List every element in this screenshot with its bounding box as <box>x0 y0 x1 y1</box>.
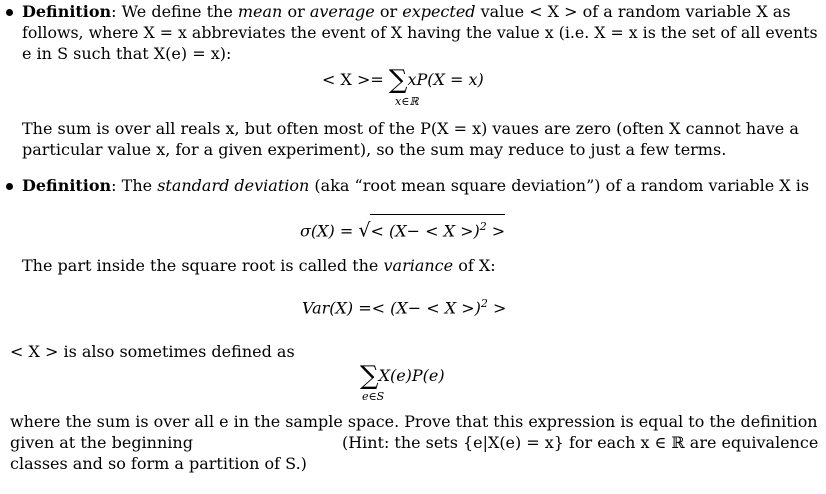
def1-label: Definition <box>22 2 112 21</box>
alt-para-line3: classes and so form a partition of S.) <box>10 454 307 473</box>
def1-line2: follows, where X = x abbreviates the event of X having the value x (i.e. X = x is the set of all events <box>22 23 818 42</box>
variance-text-b: of X: <box>453 256 496 275</box>
formula-rhs: xP(X = x) <box>407 70 484 89</box>
def2-variance-line <box>22 256 496 276</box>
def2-label: Definition <box>22 176 112 195</box>
def2-line1 <box>22 176 809 196</box>
sqrt-radicand <box>370 214 505 242</box>
def1-line3: e in S such that X(e) = x): <box>22 44 232 63</box>
alt-line1: < X > is also sometimes defined as <box>10 342 295 361</box>
bullet-definition-1 <box>6 9 13 16</box>
alt-para-line2-left: given at the beginning <box>10 433 193 452</box>
sigma-lhs: σ(X) = <box>300 221 359 241</box>
variance-exponent: 2 <box>480 297 488 310</box>
sigma-inside: < (X− < X >) <box>370 221 480 241</box>
def1-text-b: or <box>282 2 310 21</box>
def1-para-line1: The sum is over all reals x, but often most of the P(X = x) vaues are zero (often X cannot have a <box>22 119 799 138</box>
variance-formula-main: Var(X) =< (X− < X >) <box>302 298 481 318</box>
term-variance: variance <box>383 256 454 275</box>
bullet-definition-2 <box>6 183 13 190</box>
term-mean: mean <box>237 2 283 21</box>
term-expected: expected <box>402 2 476 21</box>
def2-text-a: : The <box>111 176 158 195</box>
def1-text-c: or <box>374 2 403 21</box>
sqrt-sign: √ <box>358 219 371 242</box>
def2-text-b: (aka “root mean square deviation”) of a random variable X is <box>309 176 810 195</box>
def1-para-line2: particular value x, for a given experiment), so the sum may reduce to just a few terms. <box>22 140 727 159</box>
alt-sum-symbol: ∑ <box>360 361 379 391</box>
term-average: average <box>309 2 375 21</box>
def1-text-a: : We define the <box>111 2 238 21</box>
alt-sum-rhs: X(e)P(e) <box>378 366 445 385</box>
variance-formula <box>302 293 506 319</box>
def1-line1 <box>22 2 791 22</box>
variance-text-a: The part inside the square root is called the <box>22 256 384 275</box>
formula-lhs: < X >= <box>322 70 389 89</box>
term-standard-deviation: standard deviation <box>157 176 310 195</box>
expected-value-formula <box>322 65 484 95</box>
alt-sum-subscript: e∈S <box>362 390 385 403</box>
variance-end: > <box>487 298 507 318</box>
alt-para-line2-right: (Hint: the sets {e|X(e) = x} for each x ∈ ℝ are equivalence <box>342 433 819 452</box>
sigma-end: > <box>486 221 506 241</box>
formula-subscript: x∈ℝ <box>395 95 419 108</box>
sum-symbol: ∑ <box>388 65 408 95</box>
sigma-formula <box>300 214 505 242</box>
sigma-exponent: 2 <box>479 220 487 233</box>
def1-text-d: value < X > of a random variable X as <box>475 2 791 21</box>
alt-sum-formula <box>360 361 445 391</box>
alt-para-line1: where the sum is over all e in the sample space. Prove that this expression is equal to the definition <box>10 412 818 431</box>
